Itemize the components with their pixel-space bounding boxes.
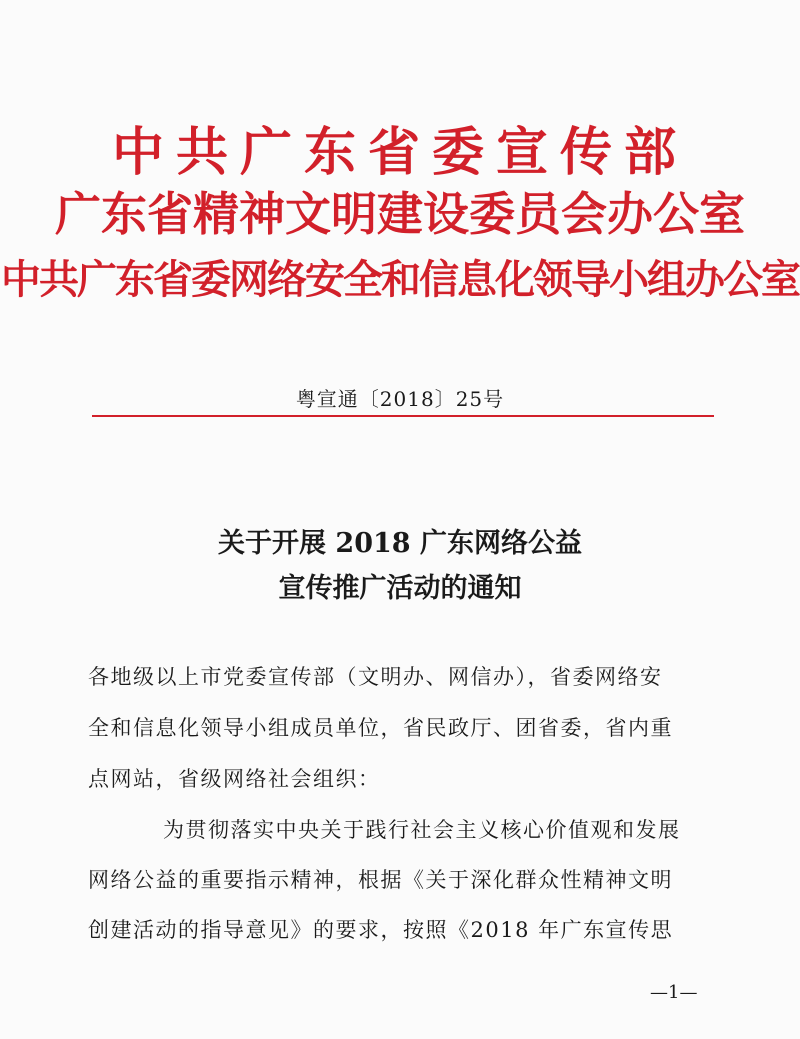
body-line: 为贯彻落实中央关于践行社会主义核心价值观和发展	[163, 818, 681, 842]
document-number: 粤宣通〔2018〕25号	[295, 387, 505, 411]
header-line-1: 中共广东省委宣传部	[111, 122, 688, 183]
header-line-3: 中共广东省委网络安全和信息化领导小组办公室	[1, 256, 799, 303]
title-line-1: 关于开展 2018 广东网络公益	[218, 528, 582, 559]
body-line: 点网站，省级网络社会组织：	[88, 767, 381, 791]
body-line: 各地级以上市党委宣传部（文明办、网信办），省委网络安	[88, 665, 663, 689]
page-number: —1—	[650, 982, 698, 1003]
body-line: 创建活动的指导意见》的要求，按照《2018 年广东宣传思	[88, 918, 674, 942]
body-line: 网络公益的重要指示精神，根据《关于深化群众性精神文明	[88, 868, 673, 892]
body-line: 全和信息化领导小组成员单位，省民政厅、团省委，省内重	[88, 716, 673, 740]
red-divider	[92, 415, 714, 417]
header-line-2: 广东省精神文明建设委员会办公室	[55, 187, 745, 241]
title-line-2: 宣传推广活动的通知	[278, 573, 522, 604]
